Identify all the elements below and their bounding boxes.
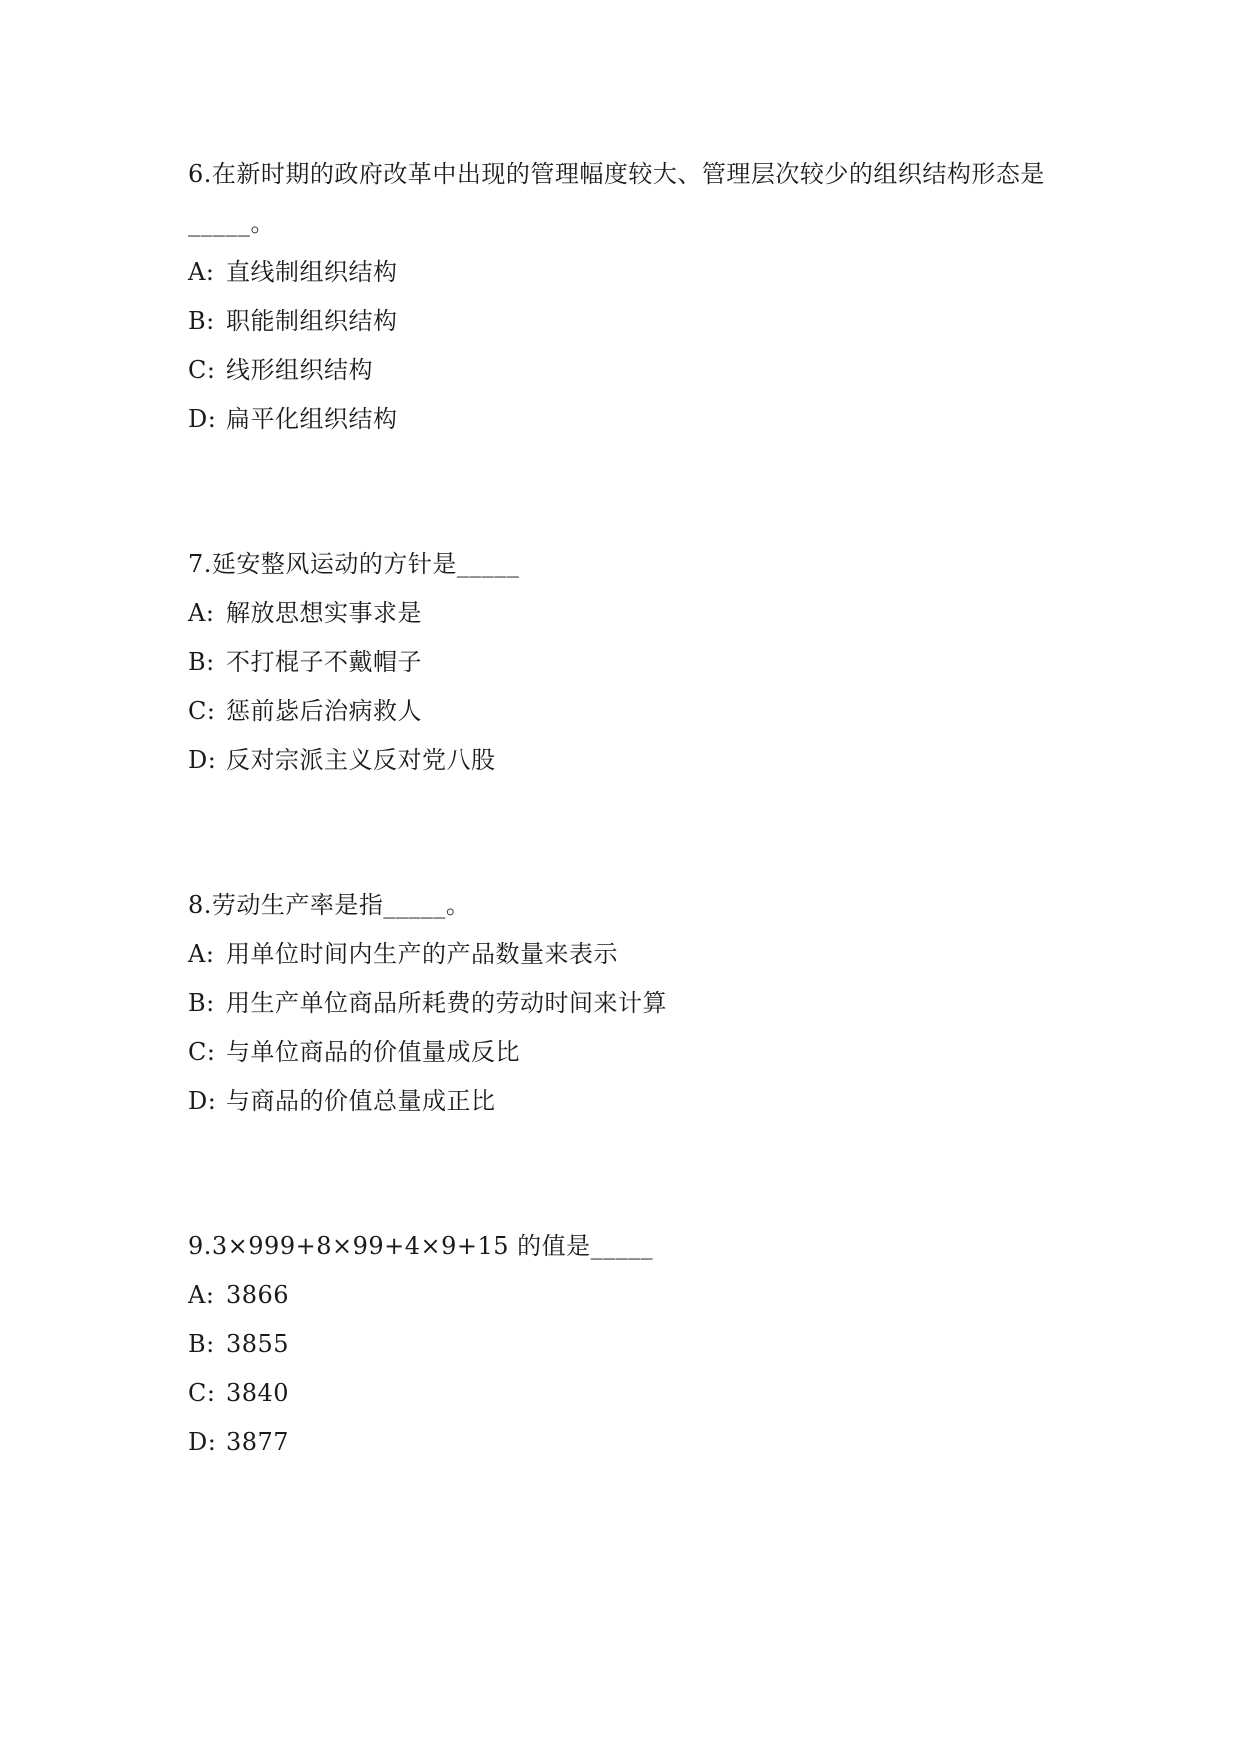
option-key: A: (188, 258, 215, 286)
option-key: C: (188, 1379, 216, 1407)
option-text: 反对宗派主义反对党八股 (226, 746, 496, 774)
option-d (188, 395, 1068, 444)
option-c (188, 1369, 1068, 1418)
question-stem: 6.在新时期的政府改革中出现的管理幅度较大、管理层次较少的组织结构形态是_____。 (188, 160, 1045, 237)
option-key: B: (188, 989, 215, 1017)
question-stem: 9.3×999+8×99+4×9+15 的值是_____ (188, 1232, 654, 1260)
option-text: 解放思想实事求是 (226, 599, 422, 627)
question-8 (188, 881, 1068, 1126)
option-text: 直线制组织结构 (226, 258, 398, 286)
question-6 (188, 150, 1068, 444)
question-9 (188, 1222, 1068, 1467)
question-stem: 7.延安整风运动的方针是_____ (188, 550, 520, 578)
option-text: 3840 (226, 1379, 290, 1407)
question-7 (188, 540, 1068, 785)
option-a (188, 1271, 1068, 1320)
option-d (188, 736, 1068, 785)
option-a (188, 248, 1068, 297)
option-text: 与单位商品的价值量成反比 (226, 1038, 520, 1066)
option-d (188, 1077, 1068, 1126)
option-c (188, 1028, 1068, 1077)
option-text: 用生产单位商品所耗费的劳动时间来计算 (226, 989, 667, 1017)
option-b (188, 638, 1068, 687)
option-text: 3855 (226, 1330, 290, 1358)
option-b (188, 1320, 1068, 1369)
option-key: B: (188, 307, 215, 335)
option-b (188, 979, 1068, 1028)
option-a (188, 930, 1068, 979)
option-key: B: (188, 1330, 215, 1358)
option-text: 惩前毖后治病救人 (226, 697, 422, 725)
question-stem: 8.劳动生产率是指_____。 (188, 891, 471, 919)
option-key: C: (188, 697, 216, 725)
option-text: 不打棍子不戴帽子 (226, 648, 422, 676)
option-text: 3866 (226, 1281, 290, 1309)
option-b (188, 297, 1068, 346)
option-text: 扁平化组织结构 (226, 405, 398, 433)
option-key: D: (188, 746, 217, 774)
option-c (188, 687, 1068, 736)
option-key: C: (188, 356, 216, 384)
option-text: 与商品的价值总量成正比 (226, 1087, 496, 1115)
option-text: 用单位时间内生产的产品数量来表示 (226, 940, 618, 968)
option-a (188, 589, 1068, 638)
option-text: 3877 (226, 1428, 290, 1456)
option-c (188, 346, 1068, 395)
option-text: 线形组织结构 (226, 356, 373, 384)
option-key: B: (188, 648, 215, 676)
option-key: D: (188, 1087, 217, 1115)
option-key: C: (188, 1038, 216, 1066)
option-key: A: (188, 599, 215, 627)
option-key: D: (188, 405, 217, 433)
option-key: A: (188, 940, 215, 968)
option-key: D: (188, 1428, 217, 1456)
option-d (188, 1418, 1068, 1467)
option-key: A: (188, 1281, 215, 1309)
option-text: 职能制组织结构 (226, 307, 398, 335)
